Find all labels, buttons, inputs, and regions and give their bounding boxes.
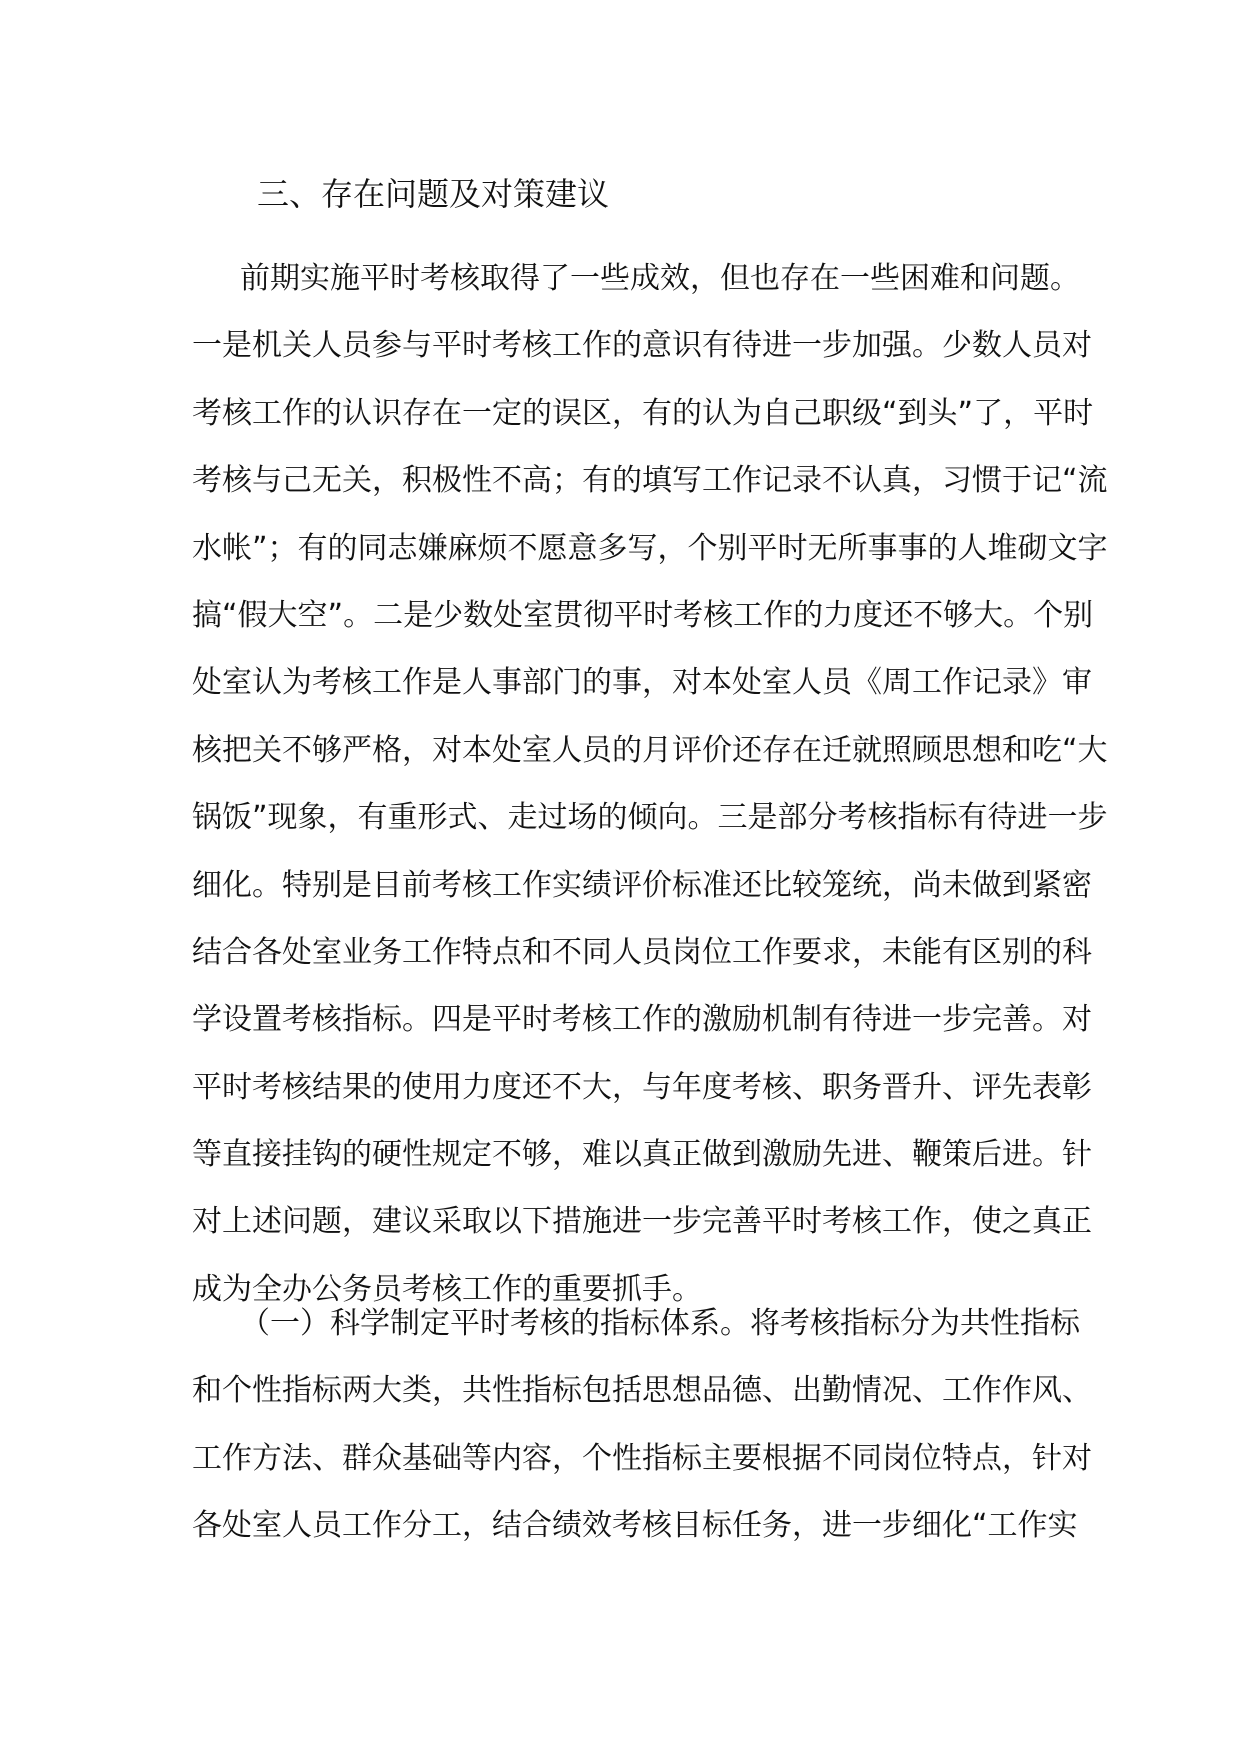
paragraph-line: 工作方法、群众基础等内容，个性指标主要根据不同岗位特点，针对 — [192, 1440, 1092, 1476]
paragraph-line: 核把关不够严格，对本处室人员的月评价还存在迁就照顾思想和吃“大 — [192, 732, 1108, 768]
paragraph-line: 处室认为考核工作是人事部门的事，对本处室人员《周工作记录》审 — [192, 665, 1092, 701]
paragraph-problems — [192, 245, 1108, 1323]
paragraph-line: 成为全办公务员考核工作的重要抓手。 — [192, 1271, 702, 1307]
paragraph-line: 和个性指标两大类，共性指标包括思想品德、出勤情况、工作作风、 — [192, 1373, 1092, 1409]
paragraph-line: 学设置考核指标。四是平时考核工作的激励机制有待进一步完善。对 — [192, 1002, 1092, 1038]
paragraph-measure-one — [192, 1290, 1092, 1560]
paragraph-line: 平时考核结果的使用力度还不大，与年度考核、职务晋升、评先表彰 — [192, 1069, 1092, 1105]
paragraph-line: （一）科学制定平时考核的指标体系。将考核指标分为共性指标 — [240, 1306, 1080, 1341]
paragraph-line: 结合各处室业务工作特点和不同人员岗位工作要求，未能有区别的科 — [192, 934, 1092, 970]
paragraph-line: 考核工作的认识存在一定的误区，有的认为自己职级“到头”了，平时 — [192, 395, 1094, 431]
paragraph-line: 锅饭”现象，有重形式、走过场的倾向。三是部分考核指标有待进一步 — [192, 800, 1108, 836]
paragraph-line: 对上述问题，建议采取以下措施进一步完善平时考核工作，使之真正 — [192, 1204, 1092, 1240]
paragraph-line: 前期实施平时考核取得了一些成效，但也存在一些困难和问题。 — [240, 261, 1080, 296]
paragraph-line: 考核与己无关，积极性不高；有的填写工作记录不认真，习惯于记“流 — [192, 463, 1108, 499]
paragraph-line: 细化。特别是目前考核工作实绩评价标准还比较笼统，尚未做到紧密 — [192, 867, 1092, 903]
paragraph-line: 一是机关人员参与平时考核工作的意识有待进一步加强。少数人员对 — [192, 328, 1092, 364]
paragraph-line: 水帐”；有的同志嫌麻烦不愿意多写，个别平时无所事事的人堆砌文字 — [192, 530, 1108, 566]
paragraph-line: 等直接挂钩的硬性规定不够，难以真正做到激励先进、鞭策后进。针 — [192, 1137, 1092, 1173]
paragraph-line: 各处室人员工作分工，结合绩效考核目标任务，进一步细化“工作实 — [192, 1508, 1078, 1544]
section-heading: 三、存在问题及对策建议 — [257, 175, 610, 213]
paragraph-line: 搞“假大空”。二是少数处室贯彻平时考核工作的力度还不够大。个别 — [192, 597, 1094, 633]
